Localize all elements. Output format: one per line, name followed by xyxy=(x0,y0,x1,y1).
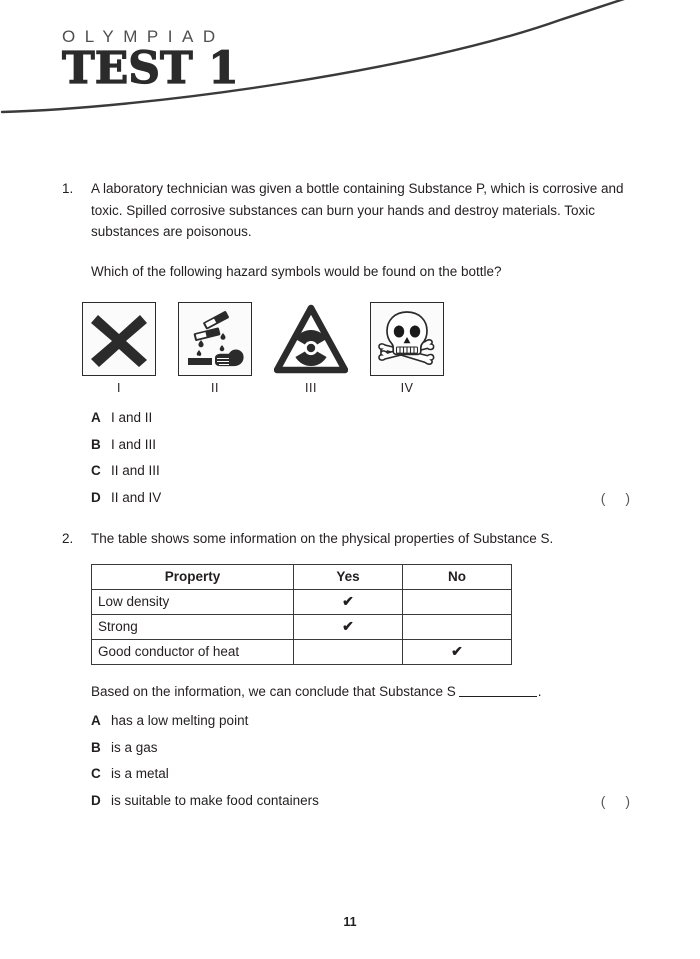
table-header-row xyxy=(92,564,512,589)
question-2-answer-bracket[interactable]: ( ) xyxy=(600,792,638,809)
option-text: is a metal xyxy=(111,766,169,781)
hazard-symbol-3-label: III xyxy=(305,381,317,395)
table-header-yes: Yes xyxy=(294,564,403,589)
table-header-property: Property xyxy=(92,564,294,589)
hazard-symbol-1 xyxy=(82,302,156,395)
question-2-body xyxy=(91,528,638,810)
table-cell-yes-check: ✔ xyxy=(294,614,403,639)
question-2-option-b[interactable] xyxy=(91,739,628,757)
question-1-number: 1. xyxy=(62,181,74,196)
option-letter: C xyxy=(91,766,101,781)
table-cell-no-check xyxy=(403,614,512,639)
table-header-no: No xyxy=(403,564,512,589)
option-letter: D xyxy=(91,792,101,808)
page-number: 11 xyxy=(343,915,357,929)
header-titles xyxy=(62,27,239,94)
olympiad-kicker: OLYMPIAD xyxy=(62,27,225,46)
table-cell-property: Strong xyxy=(92,614,294,639)
option-text: I and II xyxy=(111,410,153,425)
question-1-options xyxy=(91,409,638,507)
question-2-options xyxy=(91,712,638,810)
question-1-option-a[interactable] xyxy=(91,409,628,427)
option-letter: D xyxy=(91,489,101,505)
harmful-x-hazard-icon xyxy=(88,308,150,370)
hazard-symbol-4-label: IV xyxy=(400,381,414,395)
table-cell-yes-check: ✔ xyxy=(294,589,403,614)
hazard-symbol-4-box xyxy=(370,302,444,376)
option-text: is suitable to make food containers xyxy=(111,792,319,808)
question-2-sub-stem-text: Based on the information, we can conclude that Substance S xyxy=(91,683,456,699)
question-1-stem: A laboratory technician was given a bottle containing Substance P, which is corrosive and toxic. Spilled corrosive substances can burn your hands and destroy materials. Toxic substances are poisonous. xyxy=(91,181,624,239)
question-2-number: 2. xyxy=(62,531,74,546)
hazard-symbol-1-label: I xyxy=(117,381,121,395)
table-row xyxy=(92,589,512,614)
table-cell-property: Good conductor of heat xyxy=(92,639,294,664)
option-text: II and IV xyxy=(111,489,162,505)
hazard-symbol-2-box xyxy=(178,302,252,376)
question-2-option-d[interactable] xyxy=(91,792,638,810)
table-row xyxy=(92,614,512,639)
page-header xyxy=(0,0,700,130)
page-title: TEST 1 xyxy=(62,43,239,94)
option-text: II and III xyxy=(111,463,160,478)
table-cell-yes-check xyxy=(294,639,403,664)
option-letter: B xyxy=(91,739,101,755)
radioactive-hazard-icon xyxy=(274,304,348,374)
question-1-option-d[interactable] xyxy=(91,489,638,507)
question-1 xyxy=(0,178,700,515)
question-2-sub-stem xyxy=(91,681,628,703)
question-1-option-c[interactable] xyxy=(91,462,628,480)
table-cell-property: Low density xyxy=(92,589,294,614)
question-1-body xyxy=(91,178,628,282)
option-text: is a gas xyxy=(111,739,158,755)
hazard-symbol-2-label: II xyxy=(211,381,219,395)
option-letter: A xyxy=(91,410,101,425)
question-1-answer-bracket[interactable]: ( ) xyxy=(600,489,638,506)
toxic-skull-crossbones-hazard-icon xyxy=(377,309,437,369)
table-cell-no-check xyxy=(403,589,512,614)
option-text: I and III xyxy=(111,436,157,452)
hazard-symbol-3 xyxy=(274,302,348,395)
hazard-symbol-1-box xyxy=(82,302,156,376)
table-cell-no-check: ✔ xyxy=(403,639,512,664)
question-2 xyxy=(0,528,700,818)
hazard-symbol-3-box xyxy=(274,302,348,376)
table-row xyxy=(92,639,512,664)
question-2-option-a[interactable] xyxy=(91,712,628,730)
option-letter: C xyxy=(91,463,101,478)
question-1-option-b[interactable] xyxy=(91,436,628,454)
corrosive-hazard-icon xyxy=(184,308,246,370)
physical-properties-table xyxy=(91,564,512,665)
fill-in-blank[interactable] xyxy=(459,696,537,697)
option-letter: B xyxy=(91,436,101,452)
option-text: has a low melting point xyxy=(111,713,249,728)
question-2-stem: The table shows some information on the physical properties of Substance S. xyxy=(91,531,554,546)
question-2-sub-stem-period: . xyxy=(537,683,542,699)
page-footer xyxy=(0,915,700,929)
hazard-symbols-row xyxy=(82,302,700,395)
question-1-sub-stem: Which of the following hazard symbols would be found on the bottle? xyxy=(91,263,502,279)
hazard-symbol-4 xyxy=(370,302,444,395)
question-2-option-c[interactable] xyxy=(91,765,628,783)
hazard-symbol-2 xyxy=(178,302,252,395)
option-letter: A xyxy=(91,713,101,728)
